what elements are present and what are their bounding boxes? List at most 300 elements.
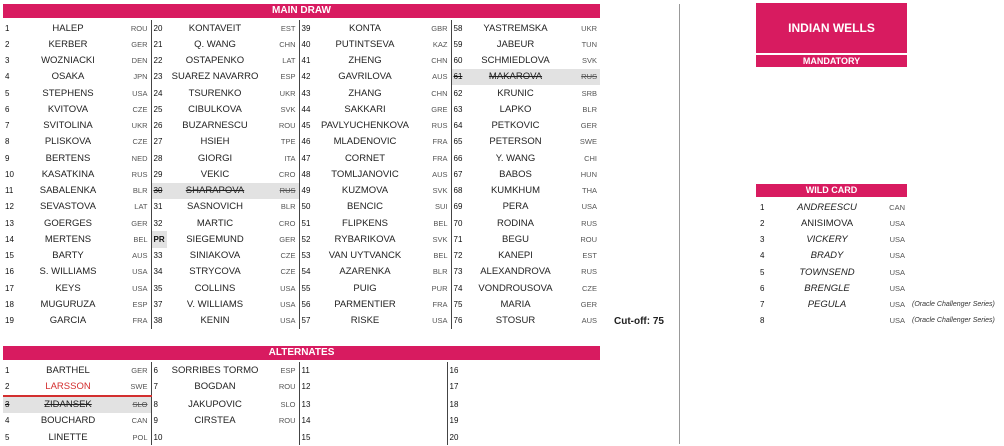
country-code: SLO bbox=[263, 396, 299, 413]
table-row bbox=[3, 85, 600, 101]
main-draw-header: MAIN DRAW bbox=[3, 4, 600, 18]
country-code: AUS bbox=[581, 316, 597, 326]
seed-number: 40 bbox=[301, 39, 311, 49]
country-code: USA bbox=[415, 313, 451, 329]
player-name: PUTINTSEVA bbox=[335, 38, 395, 50]
player-name: STEPHENS bbox=[42, 87, 94, 99]
player-name: GIORGI bbox=[197, 152, 233, 164]
seed-number: 16 bbox=[5, 267, 14, 277]
player-name: MUGURUZA bbox=[40, 298, 96, 310]
alternate-number: 18 bbox=[449, 399, 459, 409]
table-row bbox=[758, 232, 1004, 248]
seed-number: 21 bbox=[153, 39, 163, 49]
country-code: CHN bbox=[263, 36, 299, 52]
player-name: MARIA bbox=[500, 298, 531, 310]
player-name: KANEPI bbox=[498, 250, 533, 262]
table-row bbox=[3, 134, 600, 150]
alternate-number: 15 bbox=[299, 429, 447, 445]
country-code: TUN bbox=[581, 39, 597, 49]
player-name: SABALENKA bbox=[39, 185, 97, 197]
country-code: GRE bbox=[415, 101, 451, 117]
table-row bbox=[758, 297, 1004, 313]
seed-number: 42 bbox=[301, 72, 311, 82]
alternate-number: 16 bbox=[449, 365, 459, 375]
player-name: V. WILLIAMS bbox=[186, 298, 244, 310]
seed-number: 72 bbox=[453, 251, 463, 261]
country-code: BLR bbox=[415, 264, 451, 280]
player-name: SASNOVICH bbox=[187, 201, 243, 213]
country-code: RUS bbox=[415, 118, 451, 134]
country-code: USA bbox=[889, 251, 905, 261]
seed-number: 75 bbox=[453, 299, 463, 309]
player-name: MLADENOVIC bbox=[333, 136, 397, 148]
alternate-number: 20 bbox=[449, 432, 459, 442]
player-name: VEKIC bbox=[200, 168, 230, 180]
player-name: RYBARIKOVA bbox=[334, 233, 396, 245]
country-code: CZE bbox=[119, 101, 151, 117]
seed-number: 48 bbox=[301, 169, 311, 179]
table-row bbox=[758, 248, 1004, 264]
player-name: LINETTE bbox=[48, 431, 88, 443]
player-name: PAVLYUCHENKOVA bbox=[321, 120, 409, 132]
country-code: CZE bbox=[263, 264, 299, 280]
seed-number: 2 bbox=[5, 39, 10, 49]
player-name: KUZMOVA bbox=[341, 185, 389, 197]
tournament-title: INDIAN WELLS bbox=[756, 3, 907, 53]
seed-number: 28 bbox=[153, 153, 163, 163]
player-name: ANDREESCU bbox=[797, 201, 857, 213]
wild-card-header: WILD CARD bbox=[756, 184, 907, 197]
country-code: ROU bbox=[263, 118, 299, 134]
player-name: S. WILLIAMS bbox=[39, 266, 97, 278]
country-code: UKR bbox=[263, 85, 299, 101]
wild-card-number: 2 bbox=[760, 218, 765, 228]
seed-number: 14 bbox=[5, 234, 14, 244]
player-name: YASTREMSKA bbox=[483, 22, 548, 34]
country-code: TPE bbox=[263, 134, 299, 150]
seed-number: 8 bbox=[5, 137, 10, 147]
seed-number: 6 bbox=[5, 104, 10, 114]
seed-number: 3 bbox=[5, 56, 10, 66]
country-code: HUN bbox=[580, 169, 597, 179]
country-code: ROU bbox=[263, 378, 299, 395]
country-code: BLR bbox=[119, 183, 151, 199]
player-name: BRENGLE bbox=[804, 282, 850, 294]
alternate-number: 1 bbox=[5, 365, 10, 375]
player-name: OSAKA bbox=[51, 71, 85, 83]
seed-number: 45 bbox=[301, 121, 311, 131]
country-code: BLR bbox=[582, 104, 597, 114]
player-name: KERBER bbox=[48, 38, 88, 50]
alternate-number: 10 bbox=[153, 432, 163, 442]
wild-card-number: 8 bbox=[760, 316, 765, 326]
country-code: CHN bbox=[415, 85, 451, 101]
player-name: OSTAPENKO bbox=[185, 55, 245, 67]
alternate-number: 13 bbox=[299, 396, 447, 413]
country-code: BEL bbox=[119, 231, 151, 247]
player-name: KONTAVEIT bbox=[188, 22, 242, 34]
player-name: SIEGEMUND bbox=[186, 233, 244, 245]
player-name: STRYCOVA bbox=[189, 266, 241, 278]
table-row bbox=[3, 199, 600, 215]
seed-number: 71 bbox=[453, 234, 463, 244]
player-name: ANISIMOVA bbox=[800, 217, 854, 229]
player-name: KVITOVA bbox=[47, 103, 89, 115]
player-name: BENCIC bbox=[347, 201, 383, 213]
seed-number: 4 bbox=[5, 72, 10, 82]
player-name: RISKE bbox=[350, 315, 380, 327]
country-code: USA bbox=[263, 296, 299, 312]
country-code: EST bbox=[263, 20, 299, 36]
player-name: MARTIC bbox=[196, 217, 234, 229]
player-name: STOSUR bbox=[495, 315, 536, 327]
main-draw-table bbox=[3, 20, 600, 329]
table-row bbox=[3, 231, 600, 247]
seed-number: 67 bbox=[453, 169, 463, 179]
player-name: COLLINS bbox=[194, 282, 236, 294]
country-code: UKR bbox=[581, 23, 597, 33]
wild-card-note bbox=[908, 280, 1004, 296]
seed-number: 68 bbox=[453, 186, 463, 196]
alternate-number: 5 bbox=[5, 432, 10, 442]
seed-number: 11 bbox=[5, 186, 14, 196]
seed-number: 12 bbox=[5, 202, 14, 212]
country-code: SUI bbox=[415, 199, 451, 215]
country-code: ESP bbox=[119, 296, 151, 312]
country-code: USA bbox=[889, 300, 905, 310]
seed-number: 9 bbox=[5, 153, 10, 163]
player-name: KUMKHUM bbox=[490, 185, 541, 197]
player-name: ZIDANSEK bbox=[17, 396, 119, 413]
country-code: RUS bbox=[581, 267, 597, 277]
country-code: USA bbox=[263, 280, 299, 296]
wild-card-note bbox=[908, 248, 1004, 264]
seed-number: 57 bbox=[301, 316, 311, 326]
table-row bbox=[3, 183, 600, 199]
seed-number: 73 bbox=[453, 267, 463, 277]
country-code: THA bbox=[582, 186, 597, 196]
player-name: BEGU bbox=[502, 233, 529, 245]
player-name bbox=[772, 313, 882, 329]
player-name: GAVRILOVA bbox=[338, 71, 392, 83]
wild-card-note bbox=[908, 232, 1004, 248]
player-name: ZHANG bbox=[348, 87, 382, 99]
country-code: SVK bbox=[415, 183, 451, 199]
wild-card-note bbox=[908, 264, 1004, 280]
table-row bbox=[3, 396, 600, 413]
country-code: FRA bbox=[415, 296, 451, 312]
seed-number: 27 bbox=[153, 137, 163, 147]
alternate-number: 12 bbox=[299, 378, 447, 395]
table-row bbox=[3, 378, 600, 395]
alternates-header: ALTERNATES bbox=[3, 346, 600, 360]
seed-number: 20 bbox=[153, 23, 163, 33]
country-code: CRO bbox=[263, 166, 299, 182]
player-name: SVITOLINA bbox=[43, 120, 93, 132]
seed-number: 33 bbox=[153, 251, 163, 261]
country-code: BEL bbox=[415, 248, 451, 264]
player-name: RODINA bbox=[497, 217, 534, 229]
player-name: SEVASTOVA bbox=[40, 201, 96, 213]
seed-number: 55 bbox=[301, 283, 311, 293]
player-name: GARCIA bbox=[49, 315, 87, 327]
country-code: USA bbox=[119, 85, 151, 101]
seed-number: 31 bbox=[153, 202, 163, 212]
player-name: KASATKINA bbox=[41, 168, 95, 180]
seed-number: 18 bbox=[5, 299, 14, 309]
player-name: SORRIBES TORMO bbox=[171, 364, 259, 376]
country-code: LAT bbox=[263, 53, 299, 69]
seed-number: 5 bbox=[5, 88, 10, 98]
seed-number: 52 bbox=[301, 234, 311, 244]
player-name: BERTENS bbox=[45, 152, 91, 164]
country-code: JPN bbox=[119, 69, 151, 85]
player-name: KONTA bbox=[348, 22, 382, 34]
table-row bbox=[3, 20, 600, 36]
alternate-number: 8 bbox=[153, 399, 158, 409]
country-code: NED bbox=[119, 150, 151, 166]
player-name: CIBULKOVA bbox=[188, 103, 242, 115]
seed-number: 74 bbox=[453, 283, 463, 293]
seed-number: 44 bbox=[301, 104, 311, 114]
player-name: BOGDAN bbox=[194, 381, 236, 393]
country-code: AUS bbox=[415, 69, 451, 85]
country-code: KAZ bbox=[415, 36, 451, 52]
alternates-table bbox=[3, 362, 600, 445]
seed-number: 61 bbox=[451, 69, 467, 85]
country-code: FRA bbox=[415, 150, 451, 166]
player-name: PLISKOVA bbox=[44, 136, 92, 148]
country-code: USA bbox=[889, 235, 905, 245]
seed-number: 59 bbox=[453, 39, 463, 49]
seed-number: 63 bbox=[453, 104, 463, 114]
seed-number: 56 bbox=[301, 299, 311, 309]
alternate-number: 14 bbox=[299, 413, 447, 429]
table-row bbox=[3, 150, 600, 166]
player-name: VAN UYTVANCK bbox=[328, 250, 402, 262]
seed-number: 38 bbox=[153, 316, 163, 326]
player-name: JAKUPOVIC bbox=[188, 398, 242, 410]
player-name: PETKOVIC bbox=[491, 120, 540, 132]
player-name: HALEP bbox=[52, 22, 84, 34]
country-code: SVK bbox=[415, 231, 451, 247]
wild-card-number: 1 bbox=[760, 202, 765, 212]
seed-number: 43 bbox=[301, 88, 311, 98]
player-name: GOERGES bbox=[43, 217, 93, 229]
table-row bbox=[3, 166, 600, 182]
seed-number: 23 bbox=[153, 72, 163, 82]
country-code: BEL bbox=[415, 215, 451, 231]
seed-number: PR bbox=[151, 231, 167, 247]
country-code: ROU bbox=[119, 20, 151, 36]
seed-number: 22 bbox=[153, 56, 163, 66]
table-row bbox=[3, 296, 600, 312]
country-code: ESP bbox=[263, 69, 299, 85]
table-row bbox=[3, 215, 600, 231]
country-code: GER bbox=[119, 362, 151, 378]
country-code: USA bbox=[119, 280, 151, 296]
player-name: Q. WANG bbox=[194, 38, 236, 50]
wild-card-number: 4 bbox=[760, 251, 765, 261]
country-code: PUR bbox=[415, 280, 451, 296]
player-name: WOZNIACKI bbox=[41, 55, 95, 67]
wild-card-note: (Oracle Challenger Series) bbox=[912, 317, 995, 325]
player-name: BABOS bbox=[499, 168, 532, 180]
country-code: USA bbox=[889, 283, 905, 293]
player-name: PERA bbox=[502, 201, 529, 213]
country-code bbox=[263, 429, 299, 445]
country-code: CAN bbox=[119, 413, 151, 429]
table-row bbox=[758, 280, 1004, 296]
alternate-number: 7 bbox=[153, 382, 158, 392]
player-name: SAKKARI bbox=[344, 103, 386, 115]
player-name: KRUNIC bbox=[497, 87, 534, 99]
country-code: GER bbox=[580, 121, 597, 131]
country-code: USA bbox=[889, 316, 905, 326]
player-name: BARTHEL bbox=[46, 364, 90, 376]
country-code: ESP bbox=[263, 362, 299, 378]
table-row bbox=[3, 101, 600, 117]
seed-number: 19 bbox=[5, 316, 14, 326]
player-name: BRADY bbox=[810, 250, 844, 262]
country-code: RUS bbox=[119, 166, 151, 182]
country-code: USA bbox=[119, 264, 151, 280]
country-code: USA bbox=[263, 313, 299, 329]
player-name: KENIN bbox=[200, 315, 230, 327]
player-name: SHARAPOVA bbox=[167, 183, 263, 199]
country-code: RUS bbox=[263, 183, 299, 199]
seed-number: 37 bbox=[153, 299, 163, 309]
tournament-category: MANDATORY bbox=[756, 55, 907, 67]
player-name: VICKERY bbox=[806, 234, 848, 246]
alternate-number: 6 bbox=[153, 365, 158, 375]
seed-number: 50 bbox=[301, 202, 311, 212]
country-code: USA bbox=[581, 202, 597, 212]
seed-number: 46 bbox=[301, 137, 311, 147]
seed-number: 17 bbox=[5, 283, 14, 293]
player-name: JABEUR bbox=[496, 38, 535, 50]
seed-number: 65 bbox=[453, 137, 463, 147]
country-code: CZE bbox=[263, 248, 299, 264]
table-row bbox=[3, 248, 600, 264]
player-name: LAPKO bbox=[499, 103, 532, 115]
table-row bbox=[758, 313, 1004, 329]
player-name: BOUCHARD bbox=[40, 415, 96, 427]
wild-card-number: 3 bbox=[760, 235, 765, 245]
seed-number: 64 bbox=[453, 121, 463, 131]
alternate-number: 9 bbox=[153, 416, 158, 426]
player-name: SINIAKOVA bbox=[189, 250, 241, 262]
seed-number: 66 bbox=[453, 153, 463, 163]
table-row bbox=[3, 413, 600, 429]
player-name: PETERSON bbox=[489, 136, 542, 148]
seed-number: 51 bbox=[301, 218, 311, 228]
table-row bbox=[3, 429, 600, 445]
player-name: TSURENKO bbox=[188, 87, 242, 99]
table-row bbox=[3, 313, 600, 329]
player-name: MAKAROVA bbox=[467, 69, 564, 85]
country-code: CHI bbox=[584, 153, 597, 163]
seed-number: 13 bbox=[5, 218, 14, 228]
seed-number: 30 bbox=[151, 183, 167, 199]
country-code: DEN bbox=[119, 53, 151, 69]
player-name: KEYS bbox=[55, 282, 81, 294]
alternate-number: 2 bbox=[3, 378, 17, 395]
country-code: GER bbox=[580, 299, 597, 309]
wild-card-number: 5 bbox=[760, 267, 765, 277]
player-name: Y. WANG bbox=[495, 152, 536, 164]
country-code: SVK bbox=[581, 56, 597, 66]
wild-card-number: 6 bbox=[760, 283, 765, 293]
seed-number: 39 bbox=[301, 23, 311, 33]
seed-number: 76 bbox=[453, 316, 463, 326]
table-row bbox=[3, 264, 600, 280]
country-code: BLR bbox=[263, 199, 299, 215]
seed-number: 25 bbox=[153, 104, 163, 114]
player-name: PEGULA bbox=[807, 299, 847, 311]
table-row bbox=[3, 362, 600, 378]
country-code: CZE bbox=[119, 134, 151, 150]
country-code: CZE bbox=[582, 283, 597, 293]
wild-card-note bbox=[908, 199, 1004, 215]
country-code: CRO bbox=[263, 215, 299, 231]
player-name: VONDROUSOVA bbox=[478, 282, 553, 294]
table-row bbox=[3, 69, 600, 85]
alternate-number: 19 bbox=[449, 416, 459, 426]
country-code: ITA bbox=[263, 150, 299, 166]
section-divider bbox=[679, 4, 680, 444]
player-name: AZARENKA bbox=[339, 266, 391, 278]
country-code: USA bbox=[889, 218, 905, 228]
country-code: ROU bbox=[580, 234, 597, 244]
alternate-number: 17 bbox=[449, 382, 459, 392]
country-code: SLO bbox=[119, 396, 151, 413]
seed-number: 70 bbox=[453, 218, 463, 228]
wild-card-table bbox=[758, 199, 1004, 329]
country-code: EST bbox=[582, 251, 597, 261]
table-row bbox=[758, 264, 1004, 280]
seed-number: 1 bbox=[5, 23, 10, 33]
country-code: UKR bbox=[119, 118, 151, 134]
seed-number: 35 bbox=[153, 283, 163, 293]
country-code: SWE bbox=[579, 137, 597, 147]
country-code: GER bbox=[263, 231, 299, 247]
seed-number: 24 bbox=[153, 88, 163, 98]
wild-card-note bbox=[908, 215, 1004, 231]
player-name: CIRSTEA bbox=[194, 415, 236, 427]
seed-number: 58 bbox=[453, 23, 463, 33]
player-name bbox=[167, 429, 263, 445]
seed-number: 7 bbox=[5, 121, 10, 131]
player-name: SCHMIEDLOVA bbox=[481, 55, 550, 67]
table-row bbox=[3, 36, 600, 52]
seed-number: 54 bbox=[301, 267, 311, 277]
seed-number: 62 bbox=[453, 88, 463, 98]
country-code: ROU bbox=[263, 413, 299, 429]
player-name: CORNET bbox=[344, 152, 386, 164]
table-row bbox=[758, 215, 1004, 231]
seed-number: 29 bbox=[153, 169, 163, 179]
country-code: SRB bbox=[581, 88, 597, 98]
country-code: LAT bbox=[119, 199, 151, 215]
player-name: TOWNSEND bbox=[799, 266, 855, 278]
alternate-number: 4 bbox=[5, 416, 10, 426]
player-name: SUAREZ NAVARRO bbox=[171, 71, 259, 83]
country-code: RUS bbox=[564, 69, 600, 85]
alternate-number: 3 bbox=[3, 396, 17, 413]
player-name: ZHENG bbox=[348, 55, 382, 67]
player-name: PARMENTIER bbox=[334, 298, 396, 310]
